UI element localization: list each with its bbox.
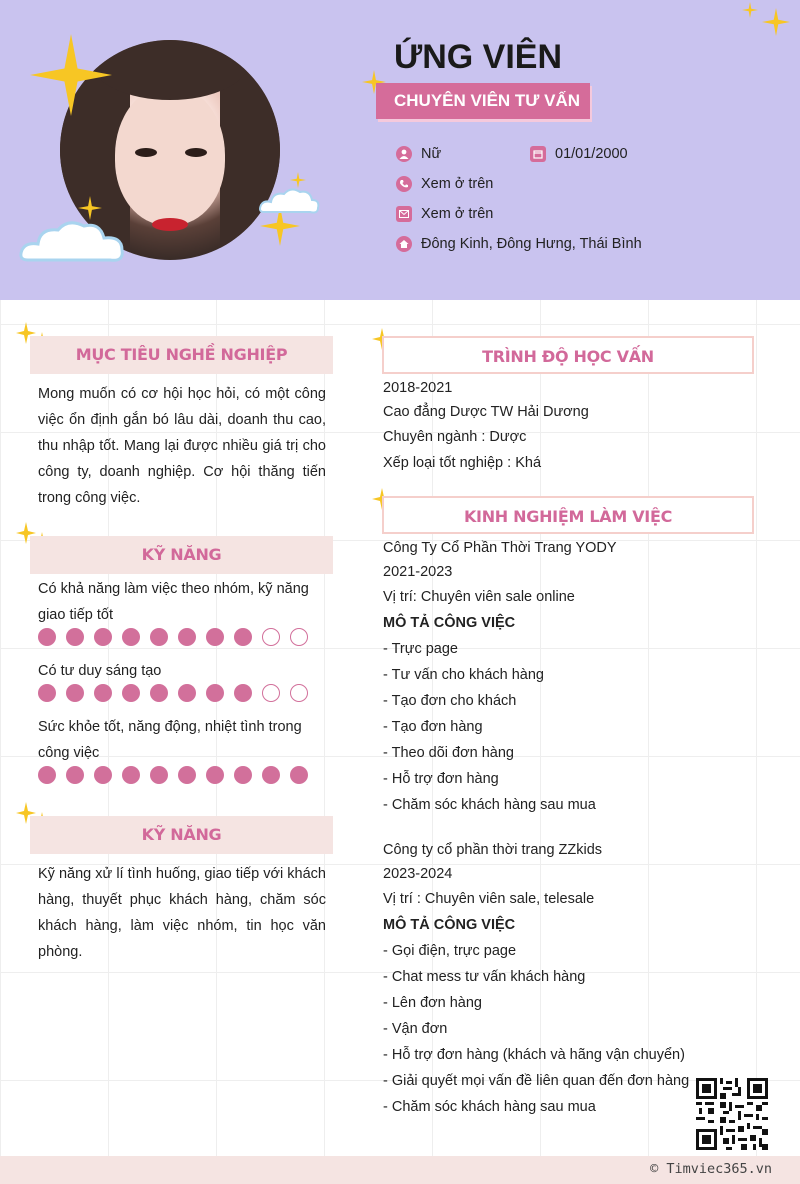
star-icon <box>30 34 112 116</box>
job-task: - Giải quyết mọi vấn đề liên quan đến đơn hàng <box>383 1073 690 1089</box>
gender-value: Nữ <box>421 146 442 162</box>
rating-dot-filled <box>94 684 112 702</box>
qr-code-icon <box>696 1078 768 1150</box>
phone-value: Xem ở trên <box>421 176 494 192</box>
birthday-row <box>530 146 628 162</box>
job-task: - Chăm sóc khách hàng sau mua <box>383 797 596 813</box>
job-task: - Chat mess tư vấn khách hàng <box>383 969 586 985</box>
email-value: Xem ở trên <box>421 206 494 222</box>
gender-row <box>396 146 441 162</box>
objective-title: MỤC TIÊU NGHỀ NGHIỆP <box>30 336 333 374</box>
email-row <box>396 206 493 222</box>
soft-skills-text: Kỹ năng xử lí tình huống, giao tiếp với khách hàng, thuyết phục khách hàng, chăm sóc khách hàng, làm việc nhóm, tin học văn phòng. <box>38 866 326 960</box>
skill-rating <box>38 628 308 646</box>
birthday-value: 01/01/2000 <box>555 146 628 162</box>
rating-dot-filled <box>234 766 252 784</box>
rating-dot-filled <box>206 628 224 646</box>
skill-rating <box>38 684 308 702</box>
rating-dot-filled <box>262 766 280 784</box>
job-task: - Tư vấn cho khách hàng <box>383 667 544 683</box>
user-icon <box>396 146 412 162</box>
job-desc-title: MÔ TẢ CÔNG VIỆC <box>383 917 516 933</box>
rating-dot-filled <box>66 628 84 646</box>
job-task: - Gọi điện, trực page <box>383 943 517 959</box>
scallop-edge <box>0 268 800 300</box>
phone-icon <box>396 176 412 192</box>
copyright-text: © Timviec365.vn <box>650 1161 772 1177</box>
skill-label: Có khả năng làm việc theo nhóm, kỹ năng giao tiếp tốt <box>38 581 309 623</box>
address-row <box>396 236 642 252</box>
job-period: 2023-2024 <box>383 866 453 882</box>
job-task: - Hỗ trợ đơn hàng (khách và hãng vận chuyển) <box>383 1047 685 1063</box>
skills-title: KỸ NĂNG <box>30 536 333 574</box>
skill-label: Có tư duy sáng tạo <box>38 663 162 679</box>
education-line: 2018-2021 <box>383 380 453 396</box>
skill-label: Sức khỏe tốt, năng động, nhiệt tình trong công việc <box>38 719 302 761</box>
rating-dot-filled <box>122 628 140 646</box>
candidate-name: ỨNG VIÊN <box>394 38 563 76</box>
education-line: Chuyên ngành : Dược <box>383 429 527 445</box>
job-company: Công ty cổ phần thời trang ZZkids <box>383 842 603 858</box>
rating-dot-filled <box>66 766 84 784</box>
education-title: TRÌNH ĐỘ HỌC VẤN <box>382 336 754 374</box>
job-task: - Tạo đơn hàng <box>383 719 483 735</box>
rating-dot-filled <box>94 628 112 646</box>
job-task: - Tạo đơn cho khách <box>383 693 517 709</box>
job-task: - Chăm sóc khách hàng sau mua <box>383 1099 596 1115</box>
mail-icon <box>396 206 412 222</box>
rating-dot-filled <box>234 684 252 702</box>
footer-bar <box>0 1156 800 1184</box>
rating-dot-filled <box>94 766 112 784</box>
calendar-icon <box>530 146 546 162</box>
rating-dot-filled <box>38 684 56 702</box>
rating-dot-filled <box>122 766 140 784</box>
rating-dot-empty <box>262 684 280 702</box>
rating-dot-filled <box>38 628 56 646</box>
job-task: - Vận đơn <box>383 1021 448 1037</box>
job-role: Vị trí: Chuyên viên sale online <box>383 589 575 605</box>
address-value: Đông Kinh, Đông Hưng, Thái Bình <box>421 236 642 252</box>
job-task: - Hỗ trợ đơn hàng <box>383 771 499 787</box>
cloud-icon <box>258 186 320 216</box>
rating-dot-filled <box>290 766 308 784</box>
rating-dot-filled <box>38 766 56 784</box>
rating-dot-empty <box>290 684 308 702</box>
rating-dot-filled <box>206 684 224 702</box>
home-icon <box>396 236 412 252</box>
objective-text: Mong muốn có cơ hội học hỏi, có một công việc ổn định gắn bó lâu dài, doanh thu cao, thu nhập tốt. Mang lại được nhiều giá trị cho công ty, doanh nghiệp. Cơ hội thăng tiến trong công việc. <box>38 386 326 506</box>
rating-dot-filled <box>178 628 196 646</box>
rating-dot-empty <box>290 628 308 646</box>
education-line: Xếp loại tốt nghiệp : Khá <box>383 455 542 471</box>
job-task: - Trực page <box>383 641 458 657</box>
skill-rating <box>38 766 308 784</box>
rating-dot-filled <box>150 684 168 702</box>
job-period: 2021-2023 <box>383 564 453 580</box>
soft-skills-title: KỸ NĂNG <box>30 816 333 854</box>
rating-dot-filled <box>178 766 196 784</box>
job-role: Vị trí : Chuyên viên sale, telesale <box>383 891 595 907</box>
rating-dot-filled <box>122 684 140 702</box>
job-company: Công Ty Cổ Phần Thời Trang YODY <box>383 540 617 556</box>
star-icon <box>762 8 790 36</box>
cloud-icon <box>18 216 128 266</box>
job-title-badge: CHUYÊN VIÊN TƯ VẤN <box>376 83 590 119</box>
rating-dot-filled <box>178 684 196 702</box>
job-task: - Theo dõi đơn hàng <box>383 745 514 761</box>
job-desc-title: MÔ TẢ CÔNG VIỆC <box>383 615 516 631</box>
rating-dot-filled <box>150 628 168 646</box>
phone-row <box>396 176 493 192</box>
job-task: - Lên đơn hàng <box>383 995 483 1011</box>
rating-dot-filled <box>66 684 84 702</box>
experience-title: KINH NGHIỆM LÀM VIỆC <box>382 496 754 534</box>
rating-dot-filled <box>150 766 168 784</box>
rating-dot-empty <box>262 628 280 646</box>
rating-dot-filled <box>234 628 252 646</box>
education-line: Cao đẳng Dược TW Hải Dương <box>383 404 589 420</box>
star-icon <box>742 2 758 18</box>
rating-dot-filled <box>206 766 224 784</box>
